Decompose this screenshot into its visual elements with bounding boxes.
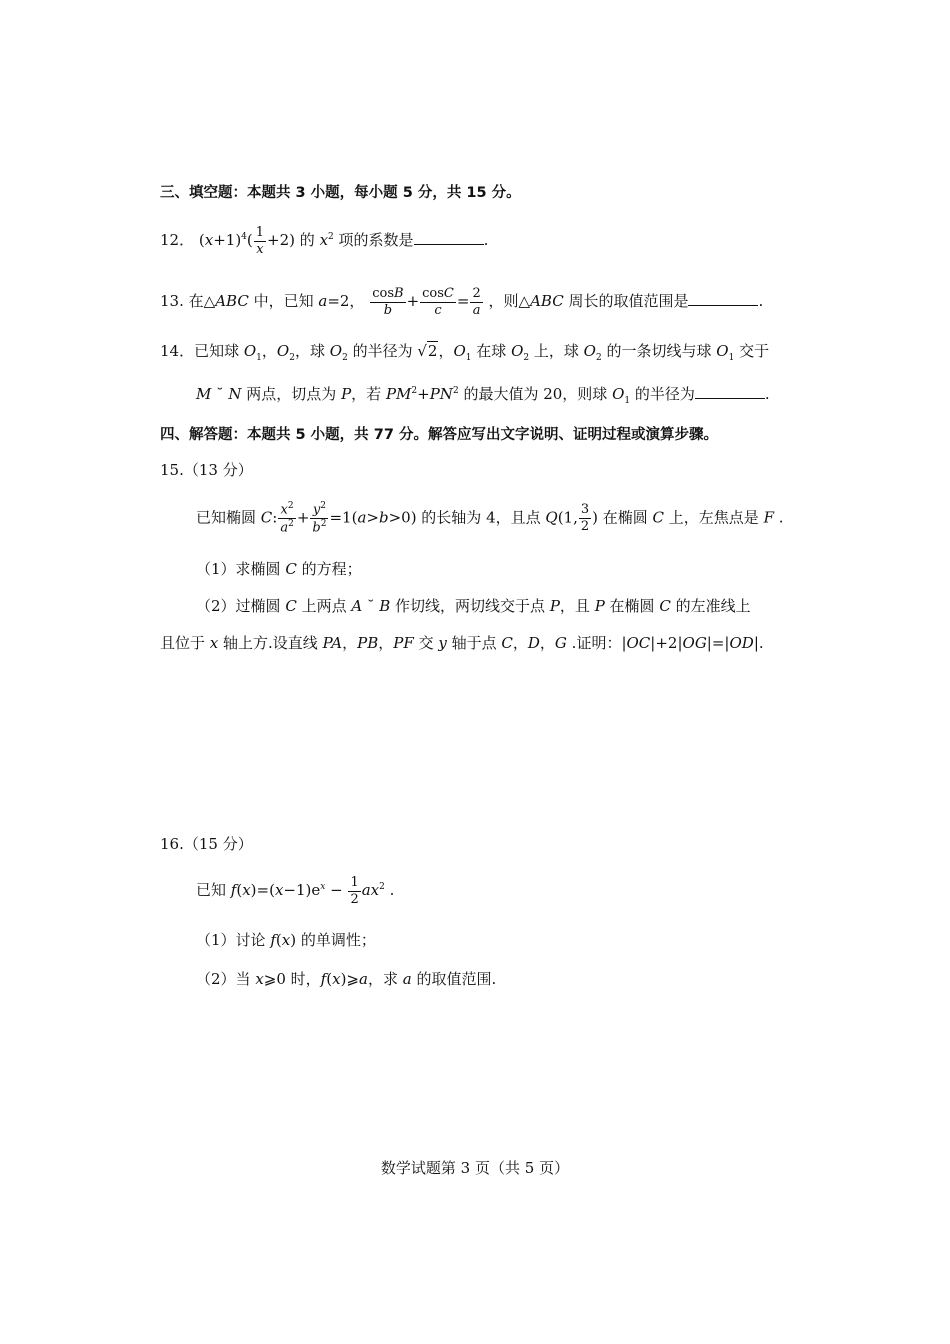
- question-15-number: 15.（13 分）: [160, 461, 253, 479]
- question-16-part-2: （2）当 x⩾0 时，f(x)⩾a，求 a 的取值范围.: [196, 970, 497, 988]
- question-15-part-1: （1）求椭圆 C 的方程；: [196, 560, 362, 578]
- section-3-heading: 三、填空题：本题共 3 小题，每小题 5 分，共 15 分。: [160, 185, 521, 201]
- question-12-expression: $(x+1)^4$( $\frac{1}{x}$ +2): [198, 225, 296, 257]
- question-14-line-1: 14．已知球 $O_1$，$O_2$，球 $O_2$ 的半径为 √2，$O_1$ 在球 $O_2$ 上，球 $O_2$ 的一条切线与球 $O_1$ 交于: [160, 342, 770, 363]
- question-12: 12． $(x+1)^4$( $\frac{1}{x}$ +2) 的 $x^2$ 项的系数是 .: [160, 225, 489, 257]
- question-13: 13. 在△ABC 中，已知 a=2， $\frac{\cos B}{b}$ + $\frac{\cos C}{c}$ = $\frac{2}{a}$ ，则△ABC 周长的取值范围是 .: [160, 286, 764, 318]
- question-13-condition: $\frac{\cos B}{b}$ + $\frac{\cos C}{c}$ = $\frac{2}{a}$: [372, 286, 481, 318]
- question-15-part-2-line-2: 且位于 x 轴上方.设直线 PA，PB，PF 交 y 轴于点 C，D，G .证明：|OC|+2|OG|=|OD|.: [160, 634, 764, 652]
- question-13-prefix: 在△ABC 中，已知 a=2，: [188, 292, 365, 311]
- question-13-text: ，则△ABC 周长的取值范围是: [488, 292, 689, 311]
- answer-blank: [414, 232, 484, 245]
- section-4-heading: 四、解答题：本题共 5 小题，共 77 分。解答应写出文字说明、证明过程或演算步骤。: [160, 427, 718, 443]
- answer-blank: [688, 293, 758, 306]
- question-15-part-2-line-1: （2）过椭圆 C 上两点 A ˘ B 作切线，两切线交于点 P，且 P 在椭圆 C 的左准线上: [196, 597, 751, 615]
- question-12-text: 的 $x^2$ 项的系数是: [299, 231, 414, 250]
- question-16-part-1: （1）讨论 f(x) 的单调性；: [196, 931, 376, 949]
- question-13-number: 13.: [160, 292, 184, 311]
- question-15-stem: 已知椭圆 C: $\frac{x^2}{a^2}$ + $\frac{y^2}{b^2}$ =1(a>b>0) 的长轴为 4，且点 Q(1, $\frac{3}{2}$ ) 在椭圆 C 上，左焦点是 F .: [196, 501, 784, 536]
- question-14-line-2: M ˘ N 两点，切点为 P，若 $PM^2+PN^2$ 的最大值为 20，则球 $O_1$ 的半径为 .: [196, 385, 770, 406]
- question-16-stem: 已知 $f(x)=(x-1)e^x$ − $\frac{1}{2}$ $ax^2$ .: [196, 875, 395, 907]
- page-footer: 数学试题第 3 页（共 5 页）: [380, 1159, 570, 1177]
- question-12-number: 12．: [160, 231, 195, 250]
- answer-blank: [695, 386, 765, 399]
- question-16-number: 16.（15 分）: [160, 835, 253, 853]
